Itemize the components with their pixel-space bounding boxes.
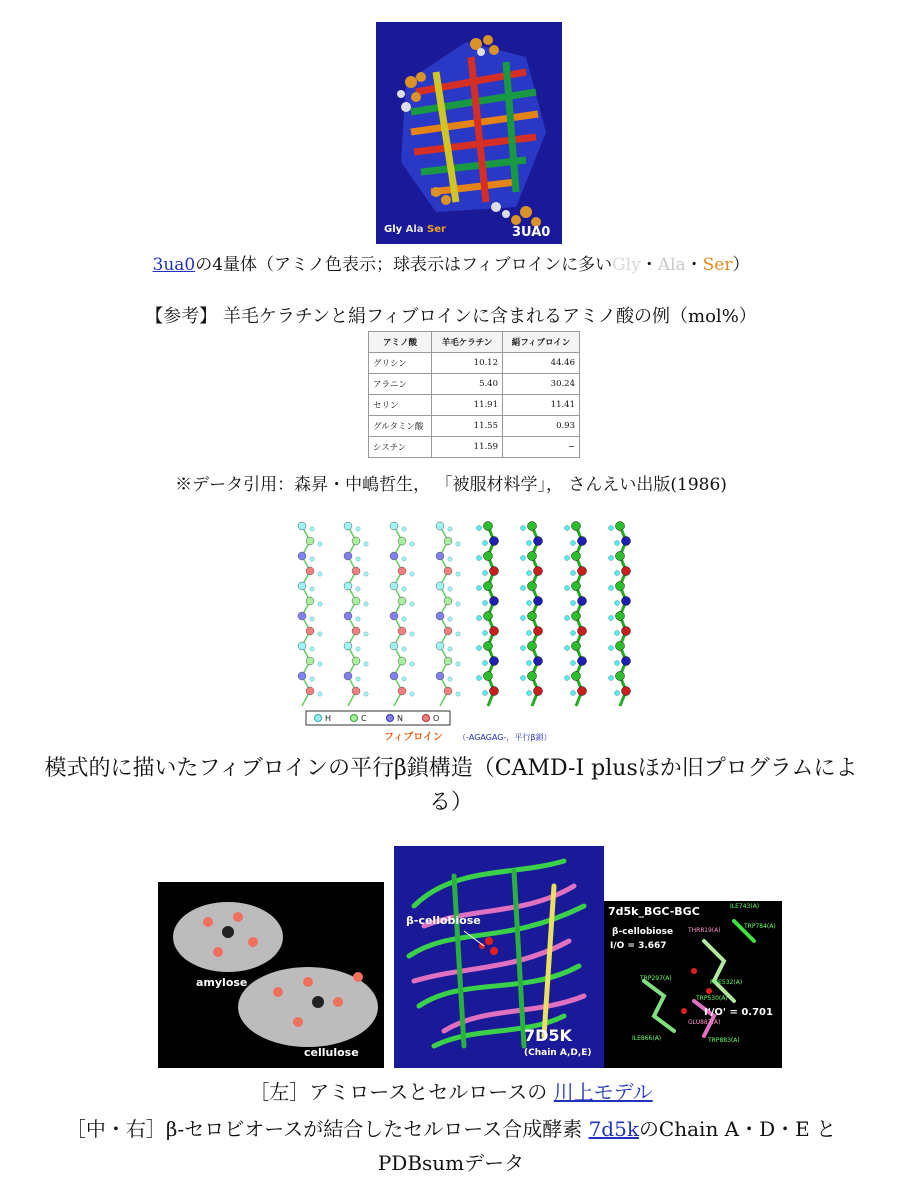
legend-o: O <box>433 714 440 723</box>
pdb-title: 7d5k_BGC-BGC <box>608 905 700 918</box>
residue-label: TRP883(A) <box>708 1037 740 1044</box>
pdb-io1: I/O = 3.667 <box>610 941 667 951</box>
label-3ua0: 3UA0 <box>512 225 551 240</box>
label-ala: Ala <box>405 224 424 235</box>
svg-text:Gly Ala Ser <box>384 224 446 235</box>
table-row: グリシン 10.12 44.46 <box>369 353 580 374</box>
link-7d5k[interactable]: 7d5k <box>588 1117 639 1141</box>
caption-left: ［左］アミロースとセルロースの 川上モデル <box>249 1080 653 1104</box>
label-chains: (Chain A,D,E) <box>524 1048 592 1058</box>
amino-acid-table <box>368 331 580 458</box>
column-header: 絹フィブロイン <box>503 332 580 353</box>
label-cellulose: cellulose <box>304 1046 359 1059</box>
table-row: セリン 11.91 11.41 <box>369 395 580 416</box>
column-header: 羊毛ケラチン <box>432 332 503 353</box>
pdb-beta-cellobiose: β-cellobiose <box>612 927 674 937</box>
residue-label: TRP297(A) <box>640 975 672 982</box>
caption-ala: Ala <box>657 255 686 275</box>
table-header-row <box>369 332 580 353</box>
link-3ua0[interactable]: 3ua0 <box>152 255 196 275</box>
table-row: シスチン 11.59 − <box>369 437 580 458</box>
figure1-caption: 3ua0の4量体（アミノ色表示；球表示はフィブロインに多いGly・Ala・Ser） <box>152 255 750 275</box>
residue-label: ILE866(A) <box>632 1035 662 1042</box>
residue-label: PHE532(A) <box>710 979 743 986</box>
fibroin-subtitle: （-AGAGAG-，平行β鎖） <box>458 733 552 742</box>
label-7d5k: 7D5K <box>524 1026 572 1045</box>
caption-gly: Gly <box>612 255 641 275</box>
label-beta-cellobiose: β-cellobiose <box>406 914 481 927</box>
legend-n: N <box>397 714 403 723</box>
table-row: アラニン 5.40 30.24 <box>369 374 580 395</box>
label-amylose: amylose <box>196 976 248 989</box>
data-source-note: ※データ引用：森昇・中嶋哲生， 「被服材料学」， さんえい出版(1986) <box>175 475 727 495</box>
fibroin-caption: 模式的に描いたフィブロインの平行β鎖構造（CAMD-I plusほか旧プログラムによる） <box>44 756 858 815</box>
table-row: グルタミン酸 11.55 0.93 <box>369 416 580 437</box>
legend-h: H <box>325 714 332 723</box>
protein-3ua0-image <box>376 22 562 244</box>
amylose-cellulose-model-image <box>158 882 384 1068</box>
residue-label: TRP530(A) <box>696 995 728 1002</box>
fibroin-structure-diagram <box>288 518 656 746</box>
pdbsum-interaction-image <box>604 901 782 1068</box>
legend-c: C <box>361 714 367 723</box>
fibroin-title: フィブロイン <box>384 732 443 743</box>
column-header: アミノ酸 <box>369 332 432 353</box>
label-ser: Ser <box>427 224 446 235</box>
caption-middle-right: ［中・右］β-セロビオースが結合したセルロース合成酵素 7d5kのChain A・D・E とPDBsumデータ <box>65 1117 837 1175</box>
caption-ser: Ser <box>702 255 733 275</box>
residue-label: TRP784(A) <box>744 923 776 930</box>
link-kawakami-model[interactable]: 川上モデル <box>553 1080 653 1104</box>
residue-label: GLU887(A) <box>688 1019 721 1026</box>
label-gly: Gly <box>384 224 403 235</box>
residue-label: ILE743(A) <box>730 903 760 910</box>
reference-heading: 【参考】 羊毛ケラチンと絹フィブロインに含まれるアミノ酸の例（mol%） <box>145 306 757 327</box>
cellulose-synthase-7d5k-image <box>394 846 604 1068</box>
residue-label: THR819(A) <box>688 927 721 934</box>
pdb-io2: I'/O' = 0.701 <box>704 1007 773 1018</box>
